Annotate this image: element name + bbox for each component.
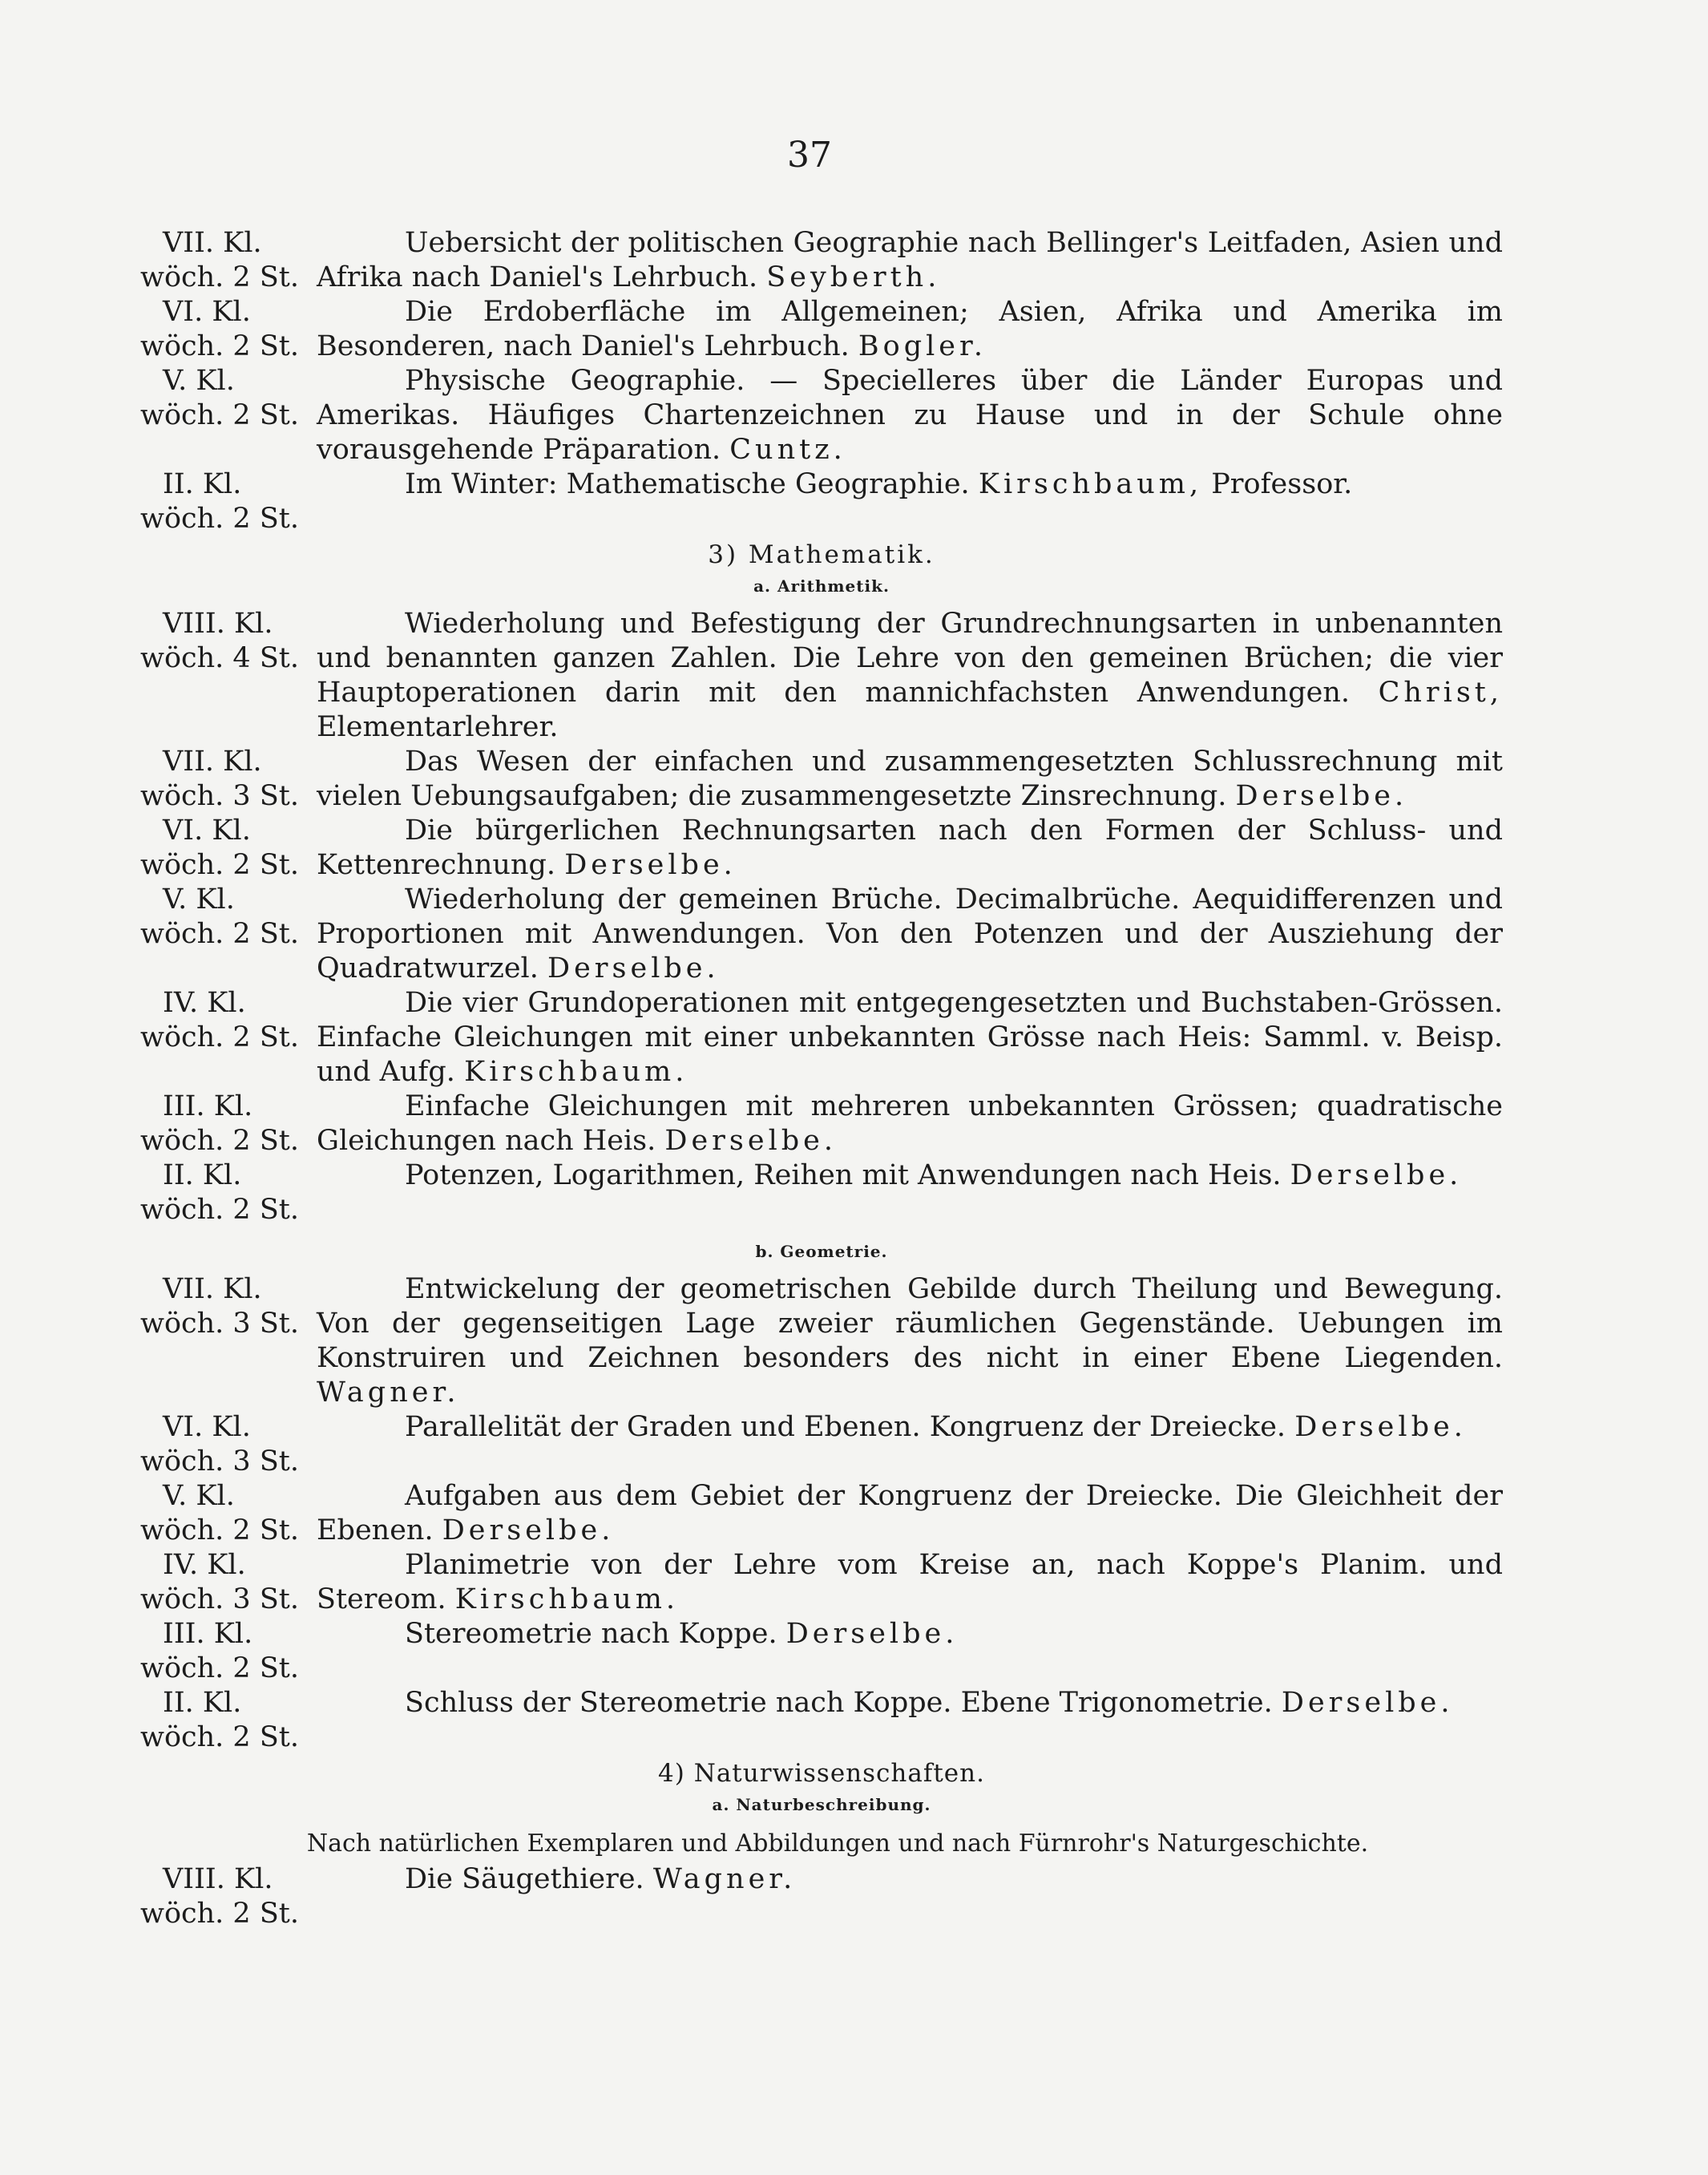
teacher-name: Kirschbaum, xyxy=(978,468,1203,500)
class-name: V. Kl. xyxy=(163,883,235,916)
weekly-hours: wöch. 2 St. xyxy=(140,261,299,293)
teacher-name: Kirschbaum. xyxy=(464,1056,688,1088)
course-text: Wiederholung der gemeinen Brüche. Decimalbrüche. Aequidifferenzen und Proportionen mit Anwendungen. Von den Potenzen und der Ausziehung der Quadratwurzel. xyxy=(317,883,1503,984)
class-name: VI. Kl. xyxy=(163,815,251,847)
course-description xyxy=(317,226,1503,295)
class-name: V. Kl. xyxy=(163,1480,235,1512)
course-description xyxy=(317,1548,1503,1617)
class-name: VI. Kl. xyxy=(163,296,251,328)
course-text: Einfache Gleichungen mit mehreren unbekannten Grössen; quadratische Gleichungen nach Heis. xyxy=(317,1090,1503,1157)
teacher-name: Derselbe. xyxy=(564,849,737,881)
course-entry xyxy=(140,226,1503,295)
class-name: II. Kl. xyxy=(163,468,242,500)
nature-subheading: a. Naturbeschreibung. xyxy=(712,1795,931,1814)
weekly-hours: wöch. 2 St. xyxy=(140,1721,299,1753)
geometry-section xyxy=(140,1272,1503,1755)
class-name: VIII. Kl. xyxy=(163,608,273,640)
weekly-hours: wöch. 2 St. xyxy=(140,503,299,535)
course-description xyxy=(317,1617,1503,1686)
teacher-name: Bogler. xyxy=(858,330,987,362)
course-entry xyxy=(140,1090,1503,1158)
weekly-hours: wöch. 2 St. xyxy=(140,1125,299,1157)
course-description xyxy=(317,814,1503,883)
arithmetic-heading: a. Arithmetik. xyxy=(753,576,890,596)
course-entry xyxy=(140,1617,1503,1686)
course-entry xyxy=(140,607,1503,745)
class-name: IV. Kl. xyxy=(163,1549,246,1581)
course-description xyxy=(317,986,1503,1090)
teacher-name: Derselbe. xyxy=(1294,1411,1467,1443)
course-text: Entwickelung der geometrischen Gebilde durch Theilung und Bewegung. Von der gegenseitigen Lage zweier räumlichen Gegenstände. Uebungen im Konstruiren und Zeichnen besonders des nicht in einer Ebene Liegenden. xyxy=(317,1273,1503,1374)
class-name: III. Kl. xyxy=(163,1618,253,1650)
course-entry xyxy=(140,814,1503,883)
course-description xyxy=(317,1686,1503,1755)
geography-section xyxy=(140,226,1503,536)
nature-section xyxy=(140,1862,1503,1931)
math-heading: 3) Mathematik. xyxy=(708,540,935,569)
class-label xyxy=(140,1479,317,1548)
class-label xyxy=(140,883,317,986)
course-description xyxy=(317,745,1503,814)
class-name: VIII. Kl. xyxy=(163,1863,273,1895)
weekly-hours: wöch. 2 St. xyxy=(140,1898,299,1930)
course-description xyxy=(317,1272,1503,1410)
course-description xyxy=(317,364,1503,467)
course-entry xyxy=(140,1479,1503,1548)
course-text: Wiederholung und Befestigung der Grundrechnungsarten in unbenannten und benannten ganzen Zahlen. Die Lehre von den gemeinen Brüchen; die vier Hauptoperationen darin mit den mannichfachsten Anwendungen. xyxy=(317,608,1503,709)
teacher-title: Professor. xyxy=(1202,468,1353,500)
course-text: Die vier Grundoperationen mit entgegengesetzten und Buchstaben-Grössen. Einfache Gleichungen mit einer unbekannten Grösse nach Heis: Samml. v. Beisp. und Aufg. xyxy=(317,987,1503,1088)
class-name: VII. Kl. xyxy=(163,227,262,259)
class-label xyxy=(140,1617,317,1686)
course-entry xyxy=(140,295,1503,364)
teacher-name: Kirschbaum. xyxy=(454,1583,680,1615)
class-label xyxy=(140,986,317,1090)
class-label xyxy=(140,1158,317,1227)
teacher-name: Derselbe. xyxy=(1281,1687,1454,1719)
weekly-hours: wöch. 2 St. xyxy=(140,1652,299,1684)
course-entry xyxy=(140,364,1503,467)
weekly-hours: wöch. 2 St. xyxy=(140,918,299,950)
weekly-hours: wöch. 3 St. xyxy=(140,1445,299,1478)
class-label xyxy=(140,295,317,364)
course-entry xyxy=(140,986,1503,1090)
course-text: Physische Geographie. — Specielleres über die Länder Europas und Amerikas. Häufiges Chartenzeichnen zu Hause und in der Schule ohne vorausgehende Präparation. xyxy=(317,365,1503,466)
course-text: Uebersicht der politischen Geographie nach Bellinger's Leitfaden, Asien und Afrika nach Daniel's Lehrbuch. xyxy=(317,227,1503,293)
course-description xyxy=(317,1862,1503,1931)
course-text: Aufgaben aus dem Gebiet der Kongruenz der Dreiecke. Die Gleichheit der Ebenen. xyxy=(317,1480,1503,1546)
class-name: VII. Kl. xyxy=(163,746,262,778)
class-label xyxy=(140,1090,317,1158)
class-label xyxy=(140,745,317,814)
class-name: V. Kl. xyxy=(163,365,235,397)
course-description xyxy=(317,883,1503,986)
course-entry xyxy=(140,1410,1503,1479)
weekly-hours: wöch. 2 St. xyxy=(140,1021,299,1053)
weekly-hours: wöch. 4 St. xyxy=(140,642,299,674)
class-name: III. Kl. xyxy=(163,1090,253,1122)
weekly-hours: wöch. 2 St. xyxy=(140,849,299,881)
course-entry xyxy=(140,1272,1503,1410)
page-number: 37 xyxy=(787,135,832,176)
weekly-hours: wöch. 3 St. xyxy=(140,780,299,812)
class-label xyxy=(140,467,317,536)
course-description xyxy=(317,467,1503,536)
course-entry xyxy=(140,883,1503,986)
course-text: Die Erdoberfläche im Allgemeinen; Asien, Afrika und Amerika im Besonderen, nach Daniel's Lehrbuch. xyxy=(317,296,1503,362)
class-name: VII. Kl. xyxy=(163,1273,262,1305)
course-entry xyxy=(140,1862,1503,1931)
course-entry xyxy=(140,1548,1503,1617)
course-description xyxy=(317,1090,1503,1158)
course-text: Planimetrie von der Lehre vom Kreise an, nach Koppe's Planim. und Stereom. xyxy=(317,1549,1503,1615)
teacher-title: Elementarlehrer. xyxy=(317,711,559,743)
course-entry xyxy=(140,1686,1503,1755)
class-label xyxy=(140,226,317,295)
class-label xyxy=(140,607,317,745)
teacher-name: Derselbe. xyxy=(442,1514,615,1546)
teacher-name: Derselbe. xyxy=(785,1618,959,1650)
class-label xyxy=(140,1272,317,1410)
weekly-hours: wöch. 2 St. xyxy=(140,330,299,362)
teacher-name: Wagner. xyxy=(317,1377,460,1409)
page-content xyxy=(140,226,1503,1931)
class-name: II. Kl. xyxy=(163,1687,242,1719)
course-text: Die Säugethiere. xyxy=(405,1863,644,1895)
class-label xyxy=(140,1686,317,1755)
teacher-name: Derselbe. xyxy=(547,952,720,984)
weekly-hours: wöch. 3 St. xyxy=(140,1583,299,1615)
course-description xyxy=(317,1158,1503,1227)
teacher-name: Wagner. xyxy=(652,1863,797,1895)
class-name: II. Kl. xyxy=(163,1159,242,1191)
geometry-heading: b. Geometrie. xyxy=(755,1242,888,1261)
weekly-hours: wöch. 2 St. xyxy=(140,1514,299,1546)
course-text: Parallelität der Graden und Ebenen. Kongruenz der Dreiecke. xyxy=(405,1411,1286,1443)
class-label xyxy=(140,364,317,467)
course-description xyxy=(317,607,1503,745)
course-entry xyxy=(140,745,1503,814)
class-label xyxy=(140,1410,317,1479)
nature-heading: 4) Naturwissenschaften. xyxy=(658,1759,985,1788)
course-description xyxy=(317,1479,1503,1548)
course-text: Potenzen, Logarithmen, Reihen mit Anwendungen nach Heis. xyxy=(405,1159,1282,1191)
teacher-name: Derselbe. xyxy=(1290,1159,1463,1191)
teacher-name: Christ, xyxy=(1378,677,1503,709)
weekly-hours: wöch. 3 St. xyxy=(140,1308,299,1340)
nature-note: Nach natürlichen Exemplaren und Abbildungen und nach Fürnrohr's Naturgeschichte. xyxy=(306,1829,1369,1858)
course-text: Die bürgerlichen Rechnungsarten nach den Formen der Schluss- und Kettenrechnung. xyxy=(317,815,1503,881)
class-label xyxy=(140,1548,317,1617)
course-text: Schluss der Stereometrie nach Koppe. Ebene Trigonometrie. xyxy=(405,1687,1273,1719)
class-label xyxy=(140,1862,317,1931)
arithmetic-section xyxy=(140,607,1503,1227)
weekly-hours: wöch. 2 St. xyxy=(140,399,299,431)
course-entry xyxy=(140,467,1503,536)
teacher-name: Derselbe. xyxy=(1235,780,1408,812)
weekly-hours: wöch. 2 St. xyxy=(140,1194,299,1226)
class-label xyxy=(140,814,317,883)
course-entry xyxy=(140,1158,1503,1227)
course-text: Das Wesen der einfachen und zusammengesetzten Schlussrechnung mit vielen Uebungsaufgaben; die zusammengesetzte Zinsrechnung. xyxy=(317,746,1503,812)
teacher-name: Derselbe. xyxy=(664,1125,838,1157)
course-description xyxy=(317,1410,1503,1479)
teacher-name: Seyberth. xyxy=(766,261,941,293)
class-name: IV. Kl. xyxy=(163,987,246,1019)
course-text: Im Winter: Mathematische Geographie. xyxy=(405,468,970,500)
teacher-name: Cuntz. xyxy=(729,434,846,466)
course-description xyxy=(317,295,1503,364)
class-name: VI. Kl. xyxy=(163,1411,251,1443)
course-text: Stereometrie nach Koppe. xyxy=(405,1618,777,1650)
